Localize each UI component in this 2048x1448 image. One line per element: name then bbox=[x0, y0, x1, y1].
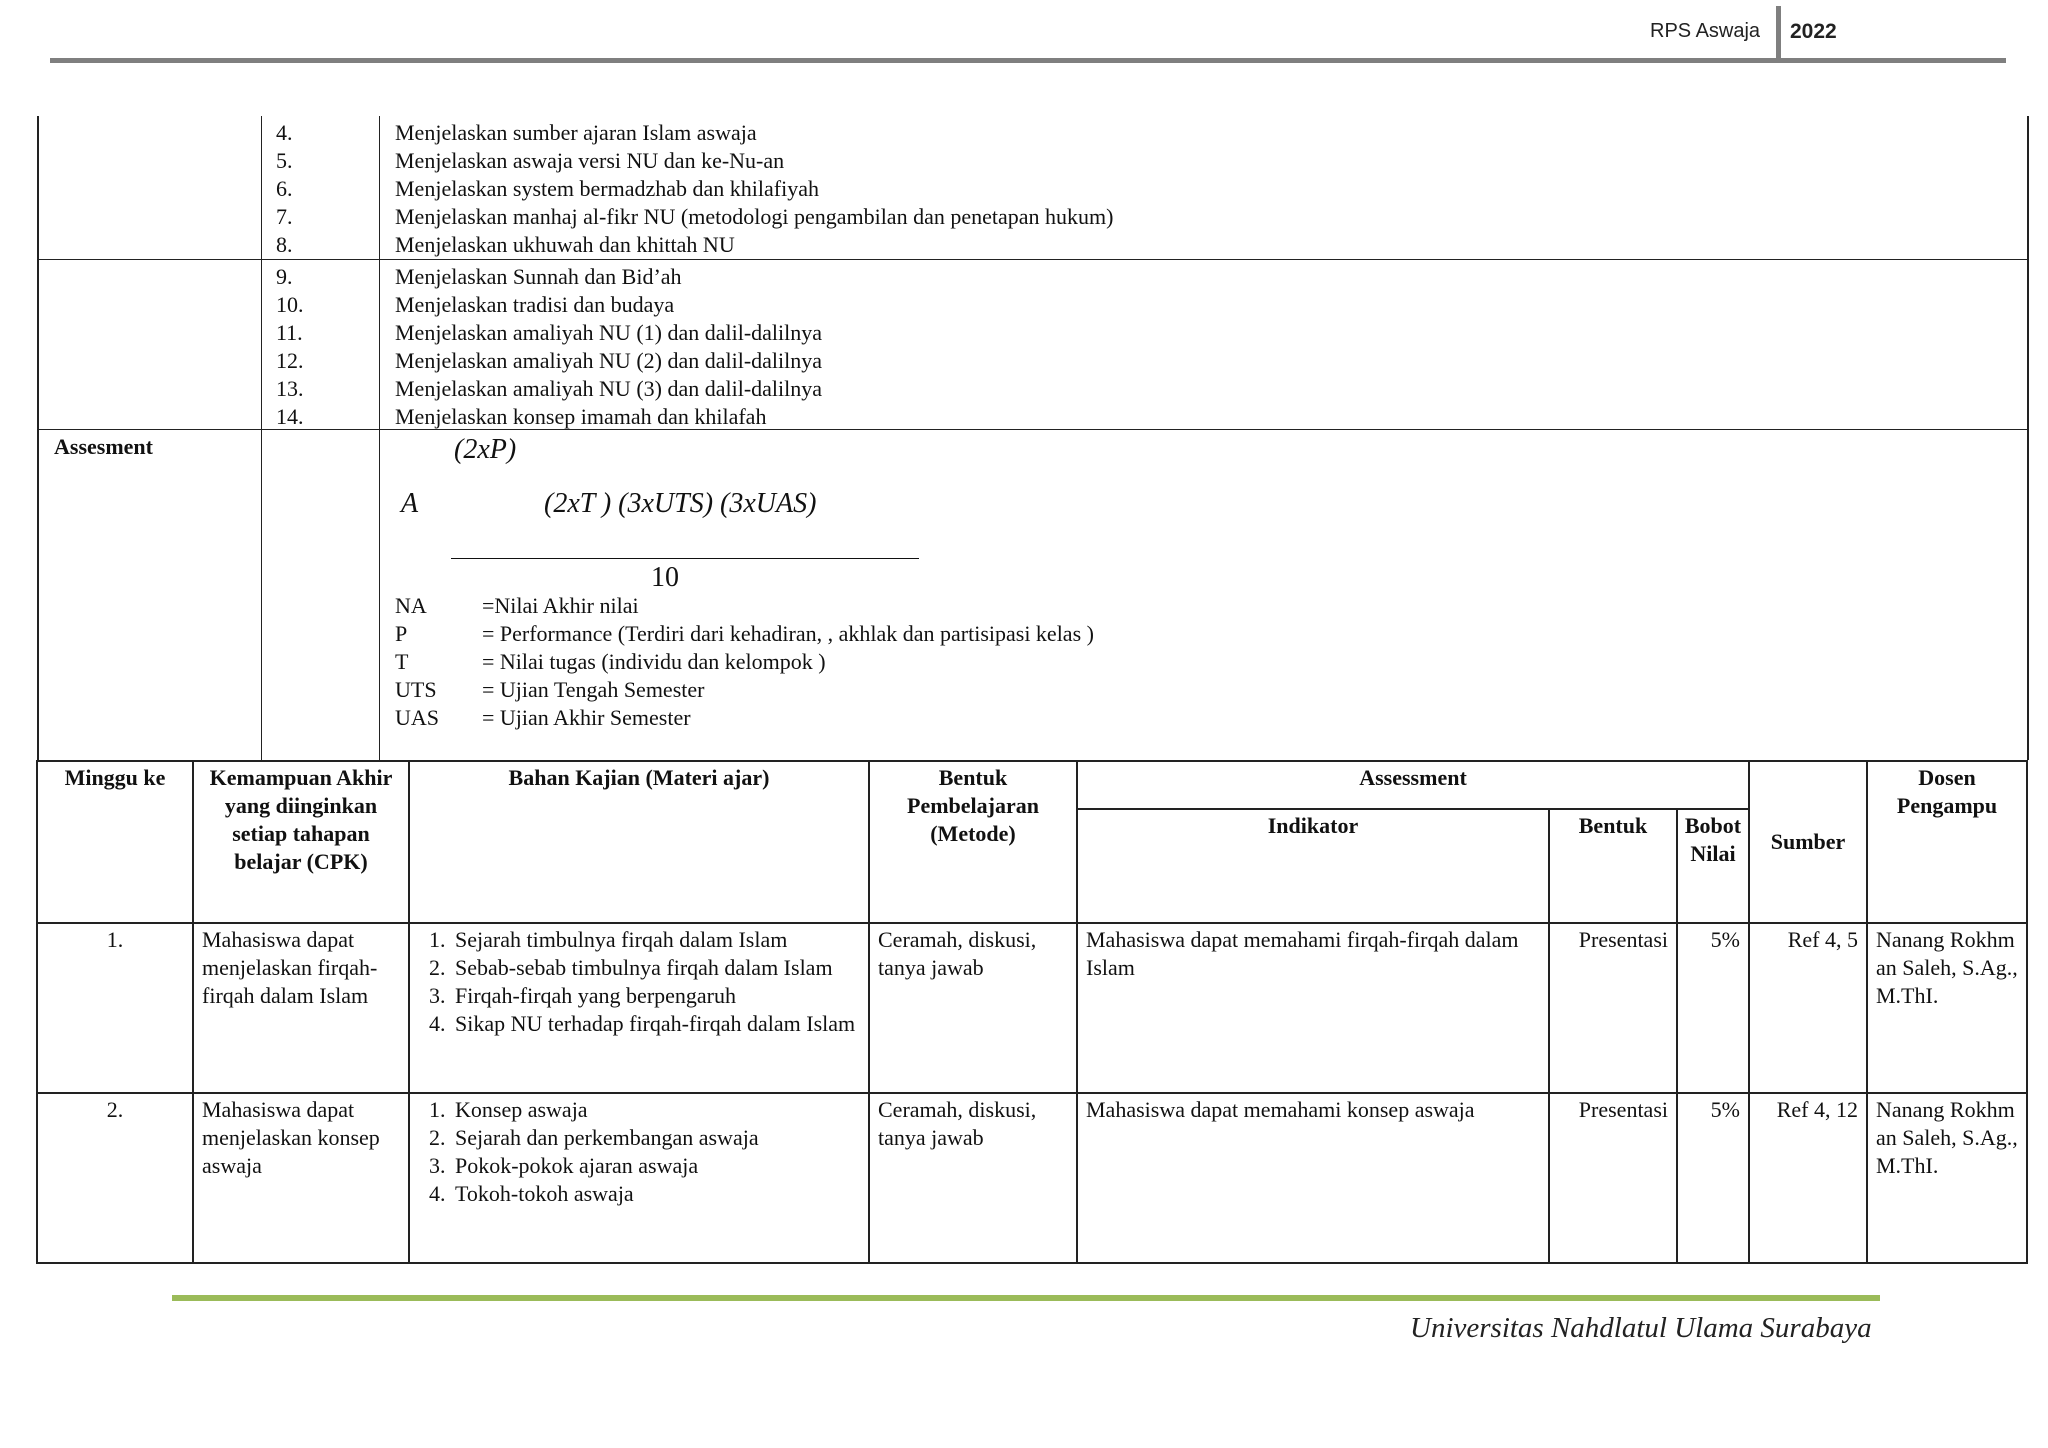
cell-indikator: Mahasiswa dapat memahami konsep aswaja bbox=[1077, 1093, 1549, 1263]
legend-key: P bbox=[395, 621, 408, 646]
assessment-label: Assesment bbox=[54, 434, 153, 459]
legend-value: = Nilai tugas (individu dan kelompok ) bbox=[482, 649, 826, 674]
learning-outcomes-table bbox=[37, 116, 2029, 760]
list-item: 4. Tokoh-tokoh aswaja bbox=[451, 1180, 860, 1208]
cell-bentuk: Presentasi bbox=[1549, 1093, 1677, 1263]
item-number: 10. bbox=[276, 292, 304, 317]
item-number: 8. bbox=[276, 232, 293, 257]
cell-kemampuan: Mahasiswa dapat menjelaskan konsep aswaja bbox=[193, 1093, 409, 1263]
header-bentuk-pembelajaran: Bentuk Pembelajaran (Metode) bbox=[869, 761, 1077, 923]
cell-indikator: Mahasiswa dapat memahami firqah-firqah dalam Islam bbox=[1077, 923, 1549, 1093]
outcome-item: Menjelaskan konsep imamah dan khilafah bbox=[395, 404, 767, 429]
outcome-item: Menjelaskan amaliyah NU (1) dan dalil-dalilnya bbox=[395, 320, 823, 345]
header-bobot: Bobot Nilai bbox=[1677, 809, 1749, 923]
header-sumber: Sumber bbox=[1749, 761, 1867, 923]
legend-value: = Performance (Terdiri dari kehadiran, , akhlak dan partisipasi kelas ) bbox=[482, 621, 1094, 646]
item-number: 12. bbox=[276, 348, 304, 373]
cell-dosen: Nanang Rokhm an Saleh, S.Ag., M.ThI. bbox=[1867, 923, 2027, 1093]
item-number: 4. bbox=[276, 120, 293, 145]
header-rule bbox=[50, 58, 2006, 63]
table-row bbox=[37, 923, 2027, 1093]
cell-sumber: Ref 4, 5 bbox=[1749, 923, 1867, 1093]
legend-key: UTS bbox=[395, 677, 437, 702]
outcome-item: Menjelaskan amaliyah NU (3) dan dalil-dalilnya bbox=[395, 376, 823, 401]
list-item: 2. Sebab-sebab timbulnya firqah dalam Islam bbox=[451, 954, 860, 982]
cell-metode: Ceramah, diskusi, tanya jawab bbox=[869, 1093, 1077, 1263]
cell-sumber: Ref 4, 12 bbox=[1749, 1093, 1867, 1263]
cell-minggu: 1. bbox=[37, 923, 193, 1093]
formula-fraction-bar bbox=[451, 558, 919, 559]
item-number: 14. bbox=[276, 404, 304, 429]
formula-variable: A bbox=[401, 488, 419, 519]
weekly-plan-table bbox=[36, 760, 2028, 1264]
cell-bobot: 5% bbox=[1677, 923, 1749, 1093]
outcome-item: Menjelaskan system bermadzhab dan khilafiyah bbox=[395, 176, 819, 201]
list-item: 3. Firqah-firqah yang berpengaruh bbox=[451, 982, 860, 1010]
header-dosen: Dosen Pengampu bbox=[1867, 761, 2027, 923]
header-assessment: Assessment bbox=[1077, 761, 1749, 809]
outcome-item: Menjelaskan amaliyah NU (2) dan dalil-dalilnya bbox=[395, 348, 823, 373]
row-divider bbox=[39, 259, 2027, 260]
document-year: 2022 bbox=[1790, 20, 1837, 43]
header-minggu: Minggu ke bbox=[37, 761, 193, 923]
formula-numerator: (2xT ) (3xUTS) (3xUAS) bbox=[544, 488, 817, 519]
outcome-item: Menjelaskan manhaj al-fikr NU (metodologi pengambilan dan penetapan hukum) bbox=[395, 204, 1114, 229]
legend-value: = Ujian Akhir Semester bbox=[482, 705, 691, 730]
legend-value: =Nilai Akhir nilai bbox=[482, 593, 639, 618]
footer-rule bbox=[172, 1295, 1880, 1301]
outcome-item: Menjelaskan tradisi dan budaya bbox=[395, 292, 675, 317]
cell-bobot: 5% bbox=[1677, 1093, 1749, 1263]
cell-bahan bbox=[409, 1093, 869, 1263]
header-separator bbox=[1776, 6, 1781, 62]
item-number: 9. bbox=[276, 264, 293, 289]
item-number: 13. bbox=[276, 376, 304, 401]
item-number: 11. bbox=[276, 320, 303, 345]
cell-metode: Ceramah, diskusi, tanya jawab bbox=[869, 923, 1077, 1093]
legend-value: = Ujian Tengah Semester bbox=[482, 677, 705, 702]
list-item: 4. Sikap NU terhadap firqah-firqah dalam Islam bbox=[451, 1010, 860, 1038]
document-title: RPS Aswaja bbox=[1650, 20, 1761, 42]
formula-denominator: 10 bbox=[651, 562, 679, 593]
cell-bahan bbox=[409, 923, 869, 1093]
column-divider bbox=[379, 116, 380, 760]
list-item: 1. Konsep aswaja bbox=[451, 1096, 860, 1124]
outcome-item: Menjelaskan sumber ajaran Islam aswaja bbox=[395, 120, 757, 145]
header-bentuk: Bentuk bbox=[1549, 809, 1677, 923]
item-number: 6. bbox=[276, 176, 293, 201]
item-number: 7. bbox=[276, 204, 293, 229]
cell-bentuk: Presentasi bbox=[1549, 923, 1677, 1093]
column-divider bbox=[261, 116, 262, 760]
formula-numerator-top: (2xP) bbox=[454, 434, 517, 465]
cell-minggu: 2. bbox=[37, 1093, 193, 1263]
list-item: 2. Sejarah dan perkembangan aswaja bbox=[451, 1124, 860, 1152]
row-divider bbox=[39, 429, 2027, 430]
item-number: 5. bbox=[276, 148, 293, 173]
outcome-item: Menjelaskan aswaja versi NU dan ke-Nu-an bbox=[395, 148, 785, 173]
outcome-item: Menjelaskan ukhuwah dan khittah NU bbox=[395, 232, 735, 257]
footer-institution: Universitas Nahdlatul Ulama Surabaya bbox=[1410, 1312, 1872, 1344]
header-kemampuan: Kemampuan Akhir yang diinginkan setiap tahapan belajar (CPK) bbox=[193, 761, 409, 923]
table-row bbox=[37, 1093, 2027, 1263]
cell-kemampuan: Mahasiswa dapat menjelaskan firqah-firqah dalam Islam bbox=[193, 923, 409, 1093]
list-item: 1. Sejarah timbulnya firqah dalam Islam bbox=[451, 926, 860, 954]
header-bahan-kajian: Bahan Kajian (Materi ajar) bbox=[409, 761, 869, 923]
cell-dosen: Nanang Rokhm an Saleh, S.Ag., M.ThI. bbox=[1867, 1093, 2027, 1263]
legend-key: T bbox=[395, 649, 409, 674]
legend-key: UAS bbox=[395, 705, 440, 730]
outcome-item: Menjelaskan Sunnah dan Bid’ah bbox=[395, 264, 682, 289]
header-indikator: Indikator bbox=[1077, 809, 1549, 923]
list-item: 3. Pokok-pokok ajaran aswaja bbox=[451, 1152, 860, 1180]
legend-key: NA bbox=[395, 593, 427, 618]
